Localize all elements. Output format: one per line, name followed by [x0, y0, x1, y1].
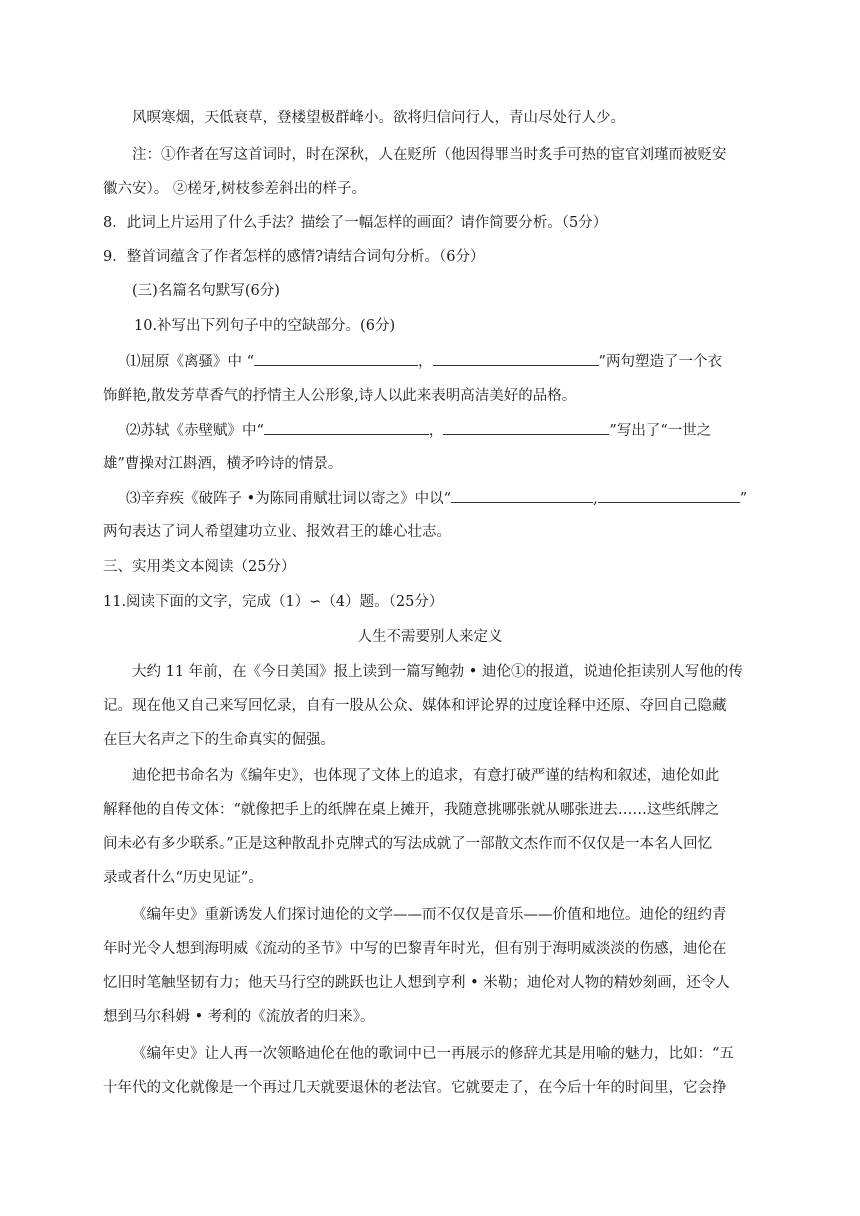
- fill-item-1-suffix: ”两句塑造了一个衣: [598, 354, 722, 370]
- poem-line: 风暝寒烟，天低衰草，登楼望极群峰小。欲将归信问行人，青山尽处行人少。: [132, 110, 625, 126]
- fill-item-1-cont: 饰鲜艳,散发芳草香气的抒情主人公形象,诗人以此来表明高洁美好的品格。: [103, 388, 577, 404]
- para-1-line-3: 在巨大名声之下的生命真实的倔强。: [103, 732, 335, 748]
- para-3-line-2: 年时光令人想到海明威《流动的圣节》中写的巴黎青年时光，但有别于海明威淡淡的伤感，迪伦在: [103, 941, 727, 957]
- part-3-heading: 三、实用类文本阅读（25分）: [103, 559, 296, 575]
- question-10: 10.补写出下列句子中的空缺部分。(6分): [134, 318, 396, 334]
- fill-item-1-sep: ，: [418, 354, 433, 370]
- para-4-line-2: 十年代的文化就像是一个再过几天就要退休的老法官。它就要走了，在今后十年的时间里，它会挣: [103, 1080, 727, 1096]
- para-2-line-1: 迪伦把书命名为《编年史》，也体现了文体上的追求，有意打破严谨的结构和叙述，迪伦如此: [132, 768, 720, 784]
- fill-item-1: [126, 351, 722, 372]
- fill-item-1-prefix: ⑴屈原《离骚》中 “: [126, 354, 255, 370]
- fill-item-3-cont: 两句表达了词人希望建功立业、报效君王的雄心壮志。: [103, 524, 451, 540]
- fill-item-3-suffix: ”: [739, 491, 748, 507]
- question-8: 8．此词上片运用了什么手法？描绘了一幅怎样的画面？请作简要分析。（5分）: [103, 215, 608, 231]
- article-title: 人生不需要别人来定义: [357, 629, 503, 645]
- para-3-line-1: 《编年史》重新诱发人们探讨迪伦的文学——而不仅仅是音乐——价值和地位。迪伦的纽约青: [132, 907, 727, 923]
- question-9: 9．整首词蕴含了作者怎样的感情?请结合词句分析。（6分）: [103, 249, 485, 265]
- question-11: 11.阅读下面的文字，完成（1）∽（4）题。（25分）: [103, 594, 444, 610]
- note-line-1: 注：①作者在写这首词时，时在深秋，人在贬所（他因得罪当时炙手可热的宦官刘瑾而被贬安: [132, 147, 727, 163]
- para-3-line-4: 想到马尔科姆 • 考利的《流放者的归来》。: [103, 1009, 375, 1025]
- blank-3b[interactable]: [598, 488, 740, 503]
- para-2-line-3: 间未必有多少联系。”正是这种散乱扑克牌式的写法成就了一部散文杰作而不仅仅是一本名人回忆: [103, 836, 713, 852]
- para-4-line-1: 《编年史》让人再一次领略迪伦在他的歌词中已一再展示的修辞尤其是用喻的魅力，比如：“五: [132, 1046, 734, 1062]
- para-2-line-2: 解释他的自传文体：“就像把手上的纸牌在桌上摊开，我随意挑哪张就从哪张进去……这些纸牌之: [103, 802, 720, 818]
- blank-3a[interactable]: [451, 488, 593, 503]
- blank-1b[interactable]: [433, 351, 599, 366]
- section-heading: (三)名篇名句默写(6分): [132, 283, 280, 299]
- para-2-line-4: 录或者什么“历史见证”。: [103, 870, 263, 886]
- fill-item-2: [126, 420, 711, 441]
- fill-item-3: [126, 488, 747, 509]
- fill-item-2-suffix: ”写出了“一世之: [609, 423, 712, 439]
- para-1-line-1: 大约 11 年前，在《今日美国》报上读到一篇写鲍勃 • 迪伦①的报道，说迪伦拒读别人写他的传: [132, 664, 743, 680]
- note-line-2: 徽六安）。 ②槎牙,树枝参差斜出的样子。: [103, 181, 366, 197]
- fill-item-2-sep: ，: [428, 423, 444, 439]
- para-3-line-3: 忆旧时笔触坚韧有力；他天马行空的跳跃也让人想到亨利 • 米勒；迪伦对人物的精妙刻画，还令人: [103, 975, 730, 991]
- fill-item-3-sep: ,: [593, 491, 598, 507]
- blank-1a[interactable]: [254, 351, 418, 366]
- blank-2b[interactable]: [443, 420, 609, 435]
- fill-item-3-prefix: ⑶辛弃疾《破阵子 •为陈同甫赋壮词以寄之》中以“: [126, 491, 452, 507]
- fill-item-2-prefix: ⑵苏轼《赤壁赋》中“: [126, 423, 264, 439]
- para-1-line-2: 记。现在他又自己来写回忆录，自有一股从公众、媒体和评论界的过度诠释中还原、夺回自己隐藏: [103, 698, 727, 714]
- blank-2a[interactable]: [264, 420, 429, 435]
- fill-item-2-cont: 雄”曹操对江斟酒，横矛吟诗的情景。: [103, 456, 343, 472]
